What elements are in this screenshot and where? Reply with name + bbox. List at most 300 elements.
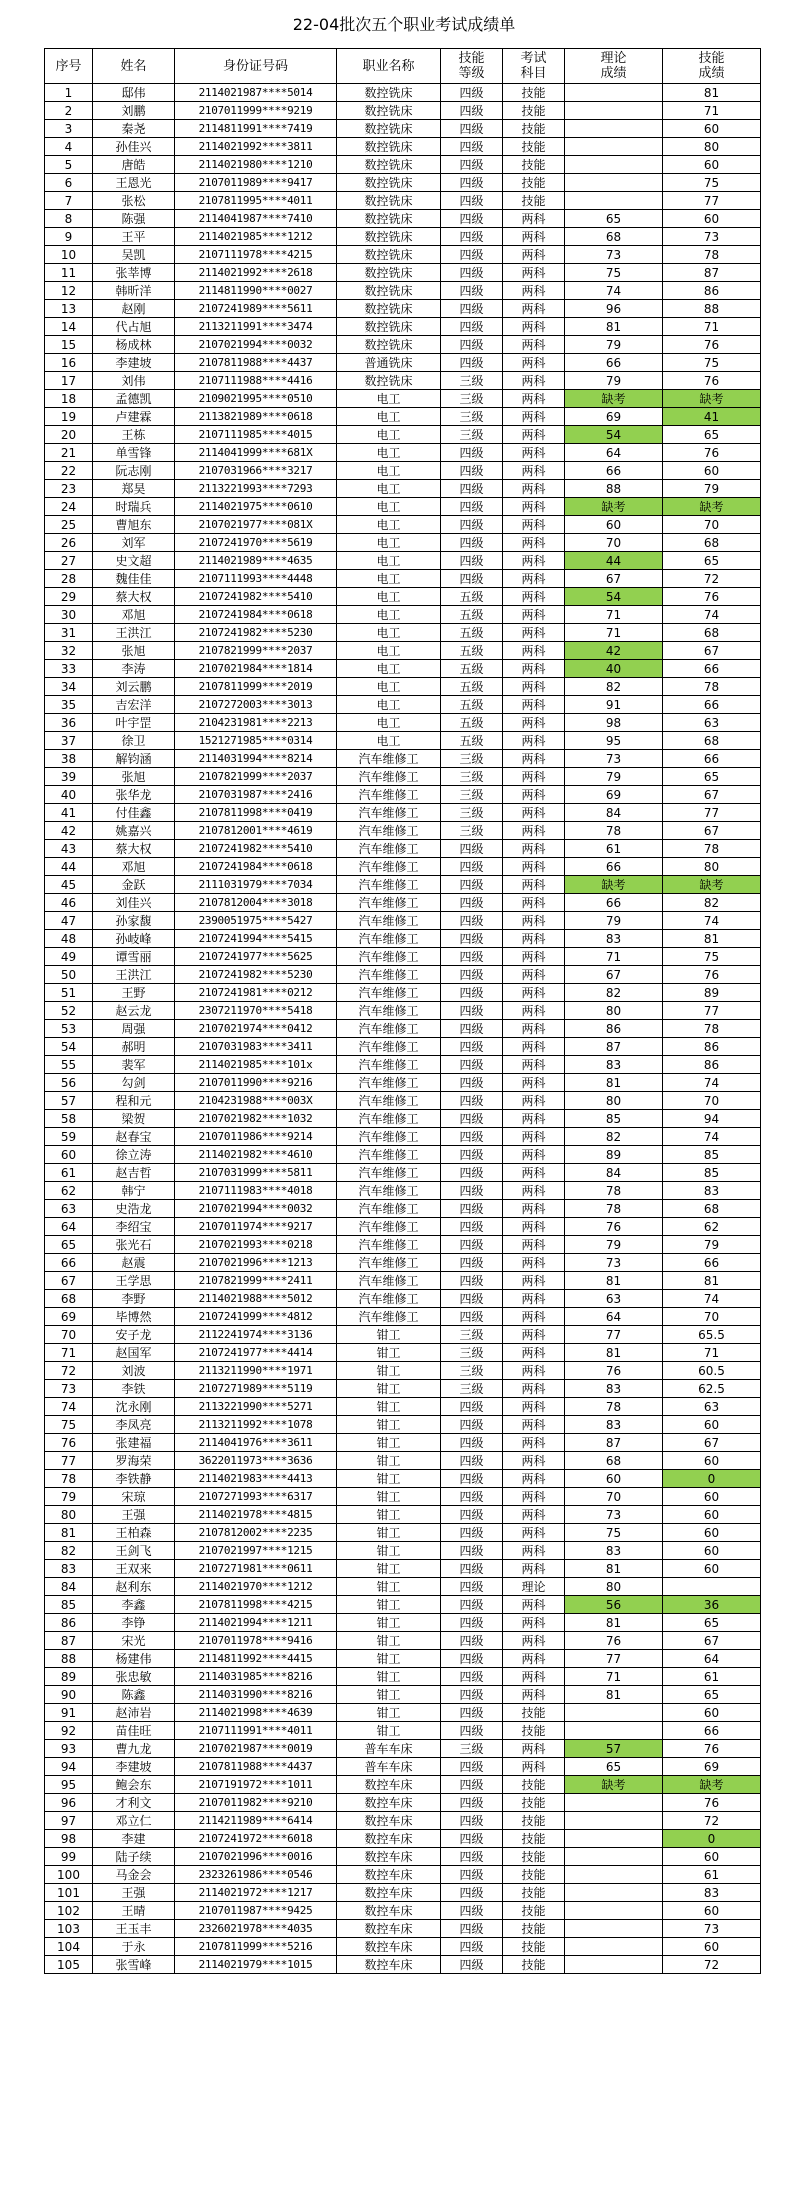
table-row — [45, 804, 761, 822]
table-row — [45, 534, 761, 552]
col-seq-cell: 10 — [45, 246, 93, 264]
table-row — [45, 714, 761, 732]
col-theory-cell: 76 — [565, 1218, 663, 1236]
col-seq-cell: 54 — [45, 1038, 93, 1056]
col-level-cell: 四级 — [441, 1776, 503, 1794]
col-level-cell: 四级 — [441, 1254, 503, 1272]
col-id-cell: 2107811995****4011 — [175, 192, 337, 210]
col-subject-cell: 两科 — [503, 768, 565, 786]
col-id-cell: 2107021974****0412 — [175, 1020, 337, 1038]
col-skill-cell: 75 — [663, 354, 761, 372]
col-occupation-cell: 电工 — [337, 534, 441, 552]
col-level-cell: 四级 — [441, 1830, 503, 1848]
table-row — [45, 642, 761, 660]
col-seq-cell: 38 — [45, 750, 93, 768]
col-subject-cell: 技能 — [503, 1812, 565, 1830]
col-name-cell: 史浩龙 — [93, 1200, 175, 1218]
col-skill-cell — [663, 1578, 761, 1596]
col-id-cell: 2107811998****0419 — [175, 804, 337, 822]
col-subject-cell: 技能 — [503, 1956, 565, 1974]
col-subject-cell: 两科 — [503, 1632, 565, 1650]
table-row — [45, 858, 761, 876]
col-skill-cell: 36 — [663, 1596, 761, 1614]
table-row — [45, 696, 761, 714]
col-occupation-cell: 电工 — [337, 552, 441, 570]
col-seq-cell: 3 — [45, 120, 93, 138]
col-name-cell: 赵震 — [93, 1254, 175, 1272]
col-name-cell: 叶宇罡 — [93, 714, 175, 732]
col-skill-cell: 76 — [663, 588, 761, 606]
col-theory-cell: 81 — [565, 1614, 663, 1632]
col-id-cell: 2107021982****1032 — [175, 1110, 337, 1128]
col-skill-cell: 69 — [663, 1758, 761, 1776]
col-level-cell: 四级 — [441, 1164, 503, 1182]
col-seq-cell: 81 — [45, 1524, 93, 1542]
col-skill-cell: 60 — [663, 1848, 761, 1866]
col-theory-cell: 79 — [565, 372, 663, 390]
col-subject-cell: 两科 — [503, 1596, 565, 1614]
col-theory-cell: 缺考 — [565, 498, 663, 516]
col-name-cell: 鲍会东 — [93, 1776, 175, 1794]
col-skill-cell: 66 — [663, 660, 761, 678]
col-occupation-cell: 数控铣床 — [337, 318, 441, 336]
col-level-cell: 四级 — [441, 1956, 503, 1974]
col-skill-cell: 65 — [663, 1686, 761, 1704]
col-name-cell: 李建坡 — [93, 1758, 175, 1776]
col-theory-cell: 66 — [565, 462, 663, 480]
col-theory-cell — [565, 1920, 663, 1938]
col-skill-cell: 60 — [663, 210, 761, 228]
col-theory-cell — [565, 1830, 663, 1848]
col-subject-cell: 两科 — [503, 1308, 565, 1326]
col-subject-cell: 两科 — [503, 1488, 565, 1506]
col-id-cell: 2107811998****4215 — [175, 1596, 337, 1614]
col-theory-cell: 81 — [565, 1560, 663, 1578]
col-level-cell: 三级 — [441, 1740, 503, 1758]
col-skill-cell: 65 — [663, 1614, 761, 1632]
col-skill-cell: 77 — [663, 1002, 761, 1020]
table-row — [45, 750, 761, 768]
col-seq-cell: 73 — [45, 1380, 93, 1398]
col-subject-cell: 两科 — [503, 426, 565, 444]
col-skill-cell: 60 — [663, 1704, 761, 1722]
col-subject-cell: 技能 — [503, 1902, 565, 1920]
col-subject-cell: 两科 — [503, 966, 565, 984]
col-skill-cell: 61 — [663, 1866, 761, 1884]
col-id-cell: 2114021998****4639 — [175, 1704, 337, 1722]
col-occupation-cell: 电工 — [337, 732, 441, 750]
col-subject-cell: 两科 — [503, 1506, 565, 1524]
col-id-cell: 2107271981****0611 — [175, 1560, 337, 1578]
col-theory-cell: 54 — [565, 426, 663, 444]
col-occupation-cell: 汽车维修工 — [337, 912, 441, 930]
col-theory-cell: 86 — [565, 1020, 663, 1038]
col-seq-cell: 20 — [45, 426, 93, 444]
table-row — [45, 390, 761, 408]
col-subject-cell: 两科 — [503, 876, 565, 894]
col-id-cell: 2114021987****5014 — [175, 84, 337, 102]
col-theory-cell: 缺考 — [565, 390, 663, 408]
col-id-cell: 2114811990****0027 — [175, 282, 337, 300]
col-seq-cell: 36 — [45, 714, 93, 732]
col-theory-cell: 89 — [565, 1146, 663, 1164]
col-id-cell: 2107821999****2037 — [175, 768, 337, 786]
col-theory-cell — [565, 1722, 663, 1740]
col-subject-cell: 两科 — [503, 1650, 565, 1668]
col-skill-cell: 78 — [663, 678, 761, 696]
col-name-cell: 王平 — [93, 228, 175, 246]
col-level-cell: 三级 — [441, 1380, 503, 1398]
table-row — [45, 102, 761, 120]
col-level-cell: 五级 — [441, 588, 503, 606]
col-occupation-cell: 汽车维修工 — [337, 1056, 441, 1074]
col-level-cell: 四级 — [441, 1236, 503, 1254]
col-name-cell: 杨建伟 — [93, 1650, 175, 1668]
col-name-cell: 卢建霖 — [93, 408, 175, 426]
table-row — [45, 1038, 761, 1056]
col-theory-cell: 77 — [565, 1326, 663, 1344]
col-subject-cell: 两科 — [503, 1218, 565, 1236]
col-theory-cell — [565, 1956, 663, 1974]
col-level-cell: 三级 — [441, 390, 503, 408]
col-level-cell: 四级 — [441, 1056, 503, 1074]
col-name-cell: 韩宁 — [93, 1182, 175, 1200]
col-skill-cell: 78 — [663, 1020, 761, 1038]
col-skill-cell: 72 — [663, 1812, 761, 1830]
col-name-cell: 邓立仁 — [93, 1812, 175, 1830]
col-occupation-cell: 电工 — [337, 714, 441, 732]
col-theory-cell — [565, 156, 663, 174]
col-name-cell: 张雪峰 — [93, 1956, 175, 1974]
col-skill-cell: 60 — [663, 1488, 761, 1506]
col-subject-cell: 两科 — [503, 732, 565, 750]
col-subject-cell: 两科 — [503, 1290, 565, 1308]
col-occupation-cell: 数控铣床 — [337, 372, 441, 390]
col-seq-cell: 11 — [45, 264, 93, 282]
col-subject-cell: 理论 — [503, 1578, 565, 1596]
col-level-cell: 四级 — [441, 210, 503, 228]
table-row — [45, 768, 761, 786]
col-subject-cell: 两科 — [503, 642, 565, 660]
table-row — [45, 1938, 761, 1956]
col-occupation-cell: 钳工 — [337, 1704, 441, 1722]
col-name-cell: 史文超 — [93, 552, 175, 570]
col-subject-cell: 两科 — [503, 210, 565, 228]
col-occupation-cell: 汽车维修工 — [337, 1182, 441, 1200]
col-subject-cell: 两科 — [503, 930, 565, 948]
col-level-cell: 四级 — [441, 876, 503, 894]
col-theory-cell: 60 — [565, 1470, 663, 1488]
col-id-cell: 2104231988****003X — [175, 1092, 337, 1110]
col-skill-cell: 76 — [663, 1740, 761, 1758]
col-subject-cell: 两科 — [503, 714, 565, 732]
col-subject-cell: 两科 — [503, 1686, 565, 1704]
col-subject-cell: 两科 — [503, 516, 565, 534]
col-theory-cell: 83 — [565, 1056, 663, 1074]
col-id-cell: 2107271993****6317 — [175, 1488, 337, 1506]
col-seq-cell: 37 — [45, 732, 93, 750]
col-occupation-cell: 汽车维修工 — [337, 1074, 441, 1092]
col-name-cell: 张光石 — [93, 1236, 175, 1254]
table-row — [45, 1092, 761, 1110]
col-theory-cell — [565, 120, 663, 138]
col-theory-cell: 87 — [565, 1038, 663, 1056]
col-skill-cell: 74 — [663, 1128, 761, 1146]
col-seq-cell: 53 — [45, 1020, 93, 1038]
col-seq-cell: 49 — [45, 948, 93, 966]
col-occupation-cell: 汽车维修工 — [337, 1146, 441, 1164]
col-skill-cell: 64 — [663, 1650, 761, 1668]
col-occupation-header: 职业名称 — [337, 49, 441, 84]
col-occupation-cell: 汽车维修工 — [337, 966, 441, 984]
col-subject-cell: 两科 — [503, 498, 565, 516]
col-seq-cell: 31 — [45, 624, 93, 642]
col-skill-cell: 60 — [663, 462, 761, 480]
col-subject-cell: 两科 — [503, 408, 565, 426]
table-row — [45, 1632, 761, 1650]
col-name-cell: 金跃 — [93, 876, 175, 894]
col-skill-cell: 70 — [663, 516, 761, 534]
col-name-cell: 刘云鹏 — [93, 678, 175, 696]
col-id-cell: 2107011978****9416 — [175, 1632, 337, 1650]
col-occupation-cell: 汽车维修工 — [337, 1038, 441, 1056]
col-seq-cell: 88 — [45, 1650, 93, 1668]
col-name-cell: 郑昊 — [93, 480, 175, 498]
col-level-cell: 四级 — [441, 336, 503, 354]
col-name-cell: 孙家馥 — [93, 912, 175, 930]
col-id-cell: 2114021992****3811 — [175, 138, 337, 156]
col-occupation-cell: 电工 — [337, 642, 441, 660]
col-level-cell: 四级 — [441, 1290, 503, 1308]
col-theory-cell: 64 — [565, 1308, 663, 1326]
col-subject-cell: 两科 — [503, 228, 565, 246]
col-name-cell: 秦尧 — [93, 120, 175, 138]
col-id-cell: 2113211990****1971 — [175, 1362, 337, 1380]
col-theory-cell: 61 — [565, 840, 663, 858]
col-level-cell: 四级 — [441, 1794, 503, 1812]
table-row — [45, 1434, 761, 1452]
score-table — [44, 48, 761, 1974]
col-seq-cell: 40 — [45, 786, 93, 804]
col-skill-cell: 82 — [663, 894, 761, 912]
table-row — [45, 1308, 761, 1326]
col-subject-cell: 技能 — [503, 102, 565, 120]
table-row — [45, 408, 761, 426]
col-level-cell: 四级 — [441, 1038, 503, 1056]
col-occupation-cell: 钳工 — [337, 1326, 441, 1344]
col-seq-cell: 90 — [45, 1686, 93, 1704]
col-id-cell: 2114021983****4413 — [175, 1470, 337, 1488]
col-skill-cell: 68 — [663, 1200, 761, 1218]
col-occupation-cell: 汽车维修工 — [337, 1290, 441, 1308]
col-id-cell: 2107111978****4215 — [175, 246, 337, 264]
col-occupation-cell: 数控铣床 — [337, 210, 441, 228]
col-level-cell: 四级 — [441, 1146, 503, 1164]
col-subject-cell: 技能 — [503, 1920, 565, 1938]
col-occupation-cell: 普车车床 — [337, 1758, 441, 1776]
col-id-cell: 2107021984****1814 — [175, 660, 337, 678]
col-occupation-cell: 钳工 — [337, 1632, 441, 1650]
col-theory-cell: 77 — [565, 1650, 663, 1668]
col-subject-cell: 两科 — [503, 1398, 565, 1416]
col-level-cell: 三级 — [441, 1326, 503, 1344]
col-occupation-cell: 数控铣床 — [337, 264, 441, 282]
col-skill-cell: 67 — [663, 1632, 761, 1650]
col-level-cell: 三级 — [441, 786, 503, 804]
col-seq-cell: 75 — [45, 1416, 93, 1434]
col-theory-cell: 83 — [565, 1542, 663, 1560]
col-id-cell: 2107111983****4018 — [175, 1182, 337, 1200]
col-seq-cell: 35 — [45, 696, 93, 714]
col-level-cell: 四级 — [441, 1812, 503, 1830]
col-occupation-cell: 数控铣床 — [337, 336, 441, 354]
col-id-cell: 2114021979****1015 — [175, 1956, 337, 1974]
col-id-cell: 2107821999****2037 — [175, 642, 337, 660]
col-occupation-cell: 电工 — [337, 480, 441, 498]
col-level-cell: 四级 — [441, 1938, 503, 1956]
col-theory-cell: 79 — [565, 336, 663, 354]
col-seq-cell: 56 — [45, 1074, 93, 1092]
col-level-cell: 四级 — [441, 534, 503, 552]
col-skill-cell: 66 — [663, 1722, 761, 1740]
col-name-cell: 曹九龙 — [93, 1740, 175, 1758]
col-name-cell: 王双来 — [93, 1560, 175, 1578]
col-skill-cell: 70 — [663, 1308, 761, 1326]
col-skill-cell: 87 — [663, 264, 761, 282]
table-row — [45, 300, 761, 318]
col-skill-cell: 79 — [663, 1236, 761, 1254]
col-seq-cell: 80 — [45, 1506, 93, 1524]
col-theory-cell: 69 — [565, 408, 663, 426]
col-level-cell: 四级 — [441, 318, 503, 336]
col-subject-cell: 两科 — [503, 552, 565, 570]
col-level-cell: 四级 — [441, 1218, 503, 1236]
col-level-cell: 四级 — [441, 1920, 503, 1938]
col-seq-cell: 25 — [45, 516, 93, 534]
col-level-cell: 四级 — [441, 84, 503, 102]
col-seq-cell: 91 — [45, 1704, 93, 1722]
col-name-cell: 张旭 — [93, 768, 175, 786]
col-name-cell: 唐皓 — [93, 156, 175, 174]
col-id-cell: 2107241981****0212 — [175, 984, 337, 1002]
col-occupation-cell: 数控车床 — [337, 1794, 441, 1812]
col-skill-header: 技能 成绩 — [663, 49, 761, 84]
col-name-cell: 邸伟 — [93, 84, 175, 102]
col-subject-cell: 技能 — [503, 156, 565, 174]
col-occupation-cell: 数控铣床 — [337, 282, 441, 300]
col-theory-cell: 67 — [565, 966, 663, 984]
col-id-cell: 2107191972****1011 — [175, 1776, 337, 1794]
col-subject-cell: 两科 — [503, 750, 565, 768]
col-name-cell: 宋琼 — [93, 1488, 175, 1506]
col-name-cell: 李建坡 — [93, 354, 175, 372]
table-row — [45, 336, 761, 354]
table-row — [45, 264, 761, 282]
table-row — [45, 246, 761, 264]
col-name-cell: 邓旭 — [93, 858, 175, 876]
col-subject-cell: 两科 — [503, 1542, 565, 1560]
col-seq-cell: 61 — [45, 1164, 93, 1182]
col-subject-cell: 两科 — [503, 1470, 565, 1488]
table-row — [45, 1650, 761, 1668]
col-level-cell: 三级 — [441, 768, 503, 786]
col-level-cell: 四级 — [441, 156, 503, 174]
col-skill-cell: 81 — [663, 84, 761, 102]
col-occupation-cell: 钳工 — [337, 1596, 441, 1614]
table-row — [45, 1830, 761, 1848]
col-skill-cell: 71 — [663, 1344, 761, 1362]
col-id-cell: 2113221993****7293 — [175, 480, 337, 498]
col-name-cell: 时瑞兵 — [93, 498, 175, 516]
col-occupation-cell: 电工 — [337, 660, 441, 678]
table-row — [45, 1956, 761, 1974]
col-id-cell: 2114021985****101x — [175, 1056, 337, 1074]
col-occupation-cell: 汽车维修工 — [337, 822, 441, 840]
col-id-cell: 2114021980****1210 — [175, 156, 337, 174]
col-name-cell: 王剑飞 — [93, 1542, 175, 1560]
col-subject-cell: 两科 — [503, 264, 565, 282]
col-occupation-cell: 数控车床 — [337, 1776, 441, 1794]
col-level-cell: 四级 — [441, 174, 503, 192]
col-theory-cell: 70 — [565, 534, 663, 552]
table-row — [45, 1794, 761, 1812]
col-name-cell: 张旭 — [93, 642, 175, 660]
col-id-cell: 2326021978****4035 — [175, 1920, 337, 1938]
col-seq-cell: 93 — [45, 1740, 93, 1758]
table-row — [45, 1146, 761, 1164]
table-row — [45, 1290, 761, 1308]
col-occupation-cell: 数控铣床 — [337, 120, 441, 138]
col-level-cell: 三级 — [441, 372, 503, 390]
col-name-cell: 吴凯 — [93, 246, 175, 264]
col-seq-cell: 57 — [45, 1092, 93, 1110]
table-row — [45, 1686, 761, 1704]
col-theory-cell: 缺考 — [565, 876, 663, 894]
col-id-cell: 2113821989****0618 — [175, 408, 337, 426]
table-row — [45, 1182, 761, 1200]
col-theory-cell: 69 — [565, 786, 663, 804]
table-row — [45, 1776, 761, 1794]
table-row — [45, 1812, 761, 1830]
col-skill-cell: 68 — [663, 534, 761, 552]
table-row — [45, 1704, 761, 1722]
col-level-cell: 四级 — [441, 1200, 503, 1218]
col-theory-cell — [565, 192, 663, 210]
col-name-cell: 程和元 — [93, 1092, 175, 1110]
col-seq-cell: 23 — [45, 480, 93, 498]
col-subject-cell: 技能 — [503, 1884, 565, 1902]
col-seq-cell: 100 — [45, 1866, 93, 1884]
col-occupation-cell: 电工 — [337, 516, 441, 534]
col-skill-cell: 86 — [663, 282, 761, 300]
col-occupation-cell: 数控车床 — [337, 1938, 441, 1956]
col-skill-cell: 76 — [663, 966, 761, 984]
col-skill-cell: 76 — [663, 444, 761, 462]
col-name-cell: 李建 — [93, 1830, 175, 1848]
col-seq-cell: 34 — [45, 678, 93, 696]
col-skill-cell: 70 — [663, 1092, 761, 1110]
col-seq-cell: 65 — [45, 1236, 93, 1254]
col-seq-cell: 24 — [45, 498, 93, 516]
table-row — [45, 1362, 761, 1380]
col-level-cell: 四级 — [441, 1614, 503, 1632]
col-theory-cell: 78 — [565, 822, 663, 840]
col-skill-cell: 60 — [663, 1938, 761, 1956]
col-occupation-cell: 数控车床 — [337, 1956, 441, 1974]
col-occupation-cell: 汽车维修工 — [337, 1308, 441, 1326]
col-id-cell: 2113211992****1078 — [175, 1416, 337, 1434]
col-name-cell: 谭雪丽 — [93, 948, 175, 966]
